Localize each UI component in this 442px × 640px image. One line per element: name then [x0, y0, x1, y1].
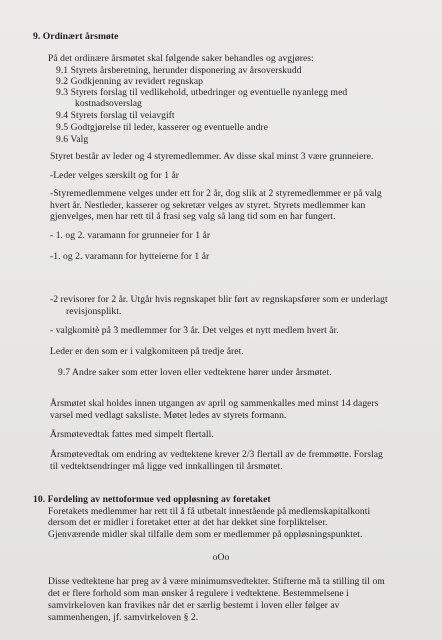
section-10-body-line: dersom det er midler i foretaket etter at det har dekket sine forpliktelser.: [48, 517, 328, 528]
agenda-item: 9.6 Valg: [56, 134, 89, 145]
members-election-line: -Styremedlemmene velges under ett for 2 år, dog slik at 2 styremedlemmer er på valg: [50, 188, 382, 199]
agenda-item: 9.2 Godkjenning av revidert regnskap: [56, 76, 203, 87]
agenda-item: 9.3 Styrets forslag til vedlikehold, utbedringer og eventuelle nyanlegg med: [56, 87, 348, 98]
agenda-item-continuation: kostnadsoverslag: [75, 98, 142, 109]
section-10-body-line: Gjenværende midler skal tilfalle dem som er medlemmer på oppløsningspunktet.: [48, 529, 363, 540]
section-9-heading: 9. Ordinært årsmøte: [33, 31, 119, 42]
closing-line: sammenhengen, jf. samvirkeloven § 2.: [48, 612, 199, 623]
section-10-heading: 10. Fordeling av nettoformue ved oppløsning av foretaket: [33, 494, 271, 505]
meeting-timing-line: Årsmøtet skal holdes innen utgangen av april og sammenkalles med minst 14 dagers: [50, 398, 379, 409]
committee-leader: Leder er den som er i valgkomiteen på tredje året.: [50, 346, 244, 357]
amendments-line: til vedtektsendringer må ligge ved innkallingen til årsmøtet.: [50, 461, 283, 472]
members-election-line: hvert år. Nestleder, kasserer og sekretær velges av styret. Styrets medlemmer kan: [50, 200, 366, 211]
board-composition: Styret består av leder og 4 styremedlemmer. Av disse skal minst 3 være grunneiere.: [50, 151, 374, 162]
meeting-timing-line: varsel med vedlagt saksliste. Møtet ledes av styrets formann.: [50, 410, 287, 421]
agenda-item: 9.1 Styrets årsberetning, herunder disponering av årsoverskudd: [56, 65, 302, 76]
auditors-line: -2 revisorer for 2 år. Utgår hvis regnskapet blir ført av regnskapsfører som er underlagt: [50, 294, 388, 305]
section-10-body-line: Foretakets medlemmer har rett til å få utbetalt innestående på medlemskapitalkonti: [48, 506, 371, 517]
separator-mark: oOo: [212, 552, 230, 563]
deputies-landowners: - 1. og 2. varamann for grunneier for 1 år: [50, 230, 211, 241]
members-election-line: gjenvelges, men har rett til å frasi seg valg så lang tid som en har fungert.: [50, 211, 336, 222]
deputies-cabin-owners: -1. og 2. varamann for hytteierne for 1 år: [50, 251, 210, 262]
auditors-line: revisjonsplikt.: [66, 306, 122, 317]
closing-line: Disse vedtektene har preg av å være minimumsvedtekter. Stifterne må ta stilling til om: [48, 576, 385, 587]
agenda-item: 9.4 Styrets forslag til veiavgift: [56, 110, 175, 121]
amendments-line: Årsmøtevedtak om endring av vedtektene krever 2/3 flertall av de fremmøtte. Forslag: [50, 449, 383, 460]
leader-election: -Leder velges særskilt og for 1 år: [50, 170, 180, 181]
closing-line: samvirkeloven kan fravikes når det er særlig bestemt i loven eller følger av: [48, 600, 340, 611]
agenda-item: 9.5 Godtgjørelse til leder, kasserer og eventuelle andre: [56, 122, 269, 133]
closing-line: det er flere forhold som man ønsker å regulere i vedtektene. Bestemmelsene i: [48, 588, 349, 599]
other-matters: 9.7 Andre saker som etter loven eller vedtektene hører under årsmøtet.: [58, 367, 332, 378]
simple-majority: Årsmøtevedtak fattes med simpelt flertall.: [50, 429, 214, 440]
nomination-committee: - valgkomitè på 3 medlemmer for 3 år. Det velges et nytt medlem hvert år.: [50, 325, 339, 336]
section-9-intro: På det ordinære årsmøtet skal følgende saker behandles og avgjøres:: [48, 53, 314, 64]
